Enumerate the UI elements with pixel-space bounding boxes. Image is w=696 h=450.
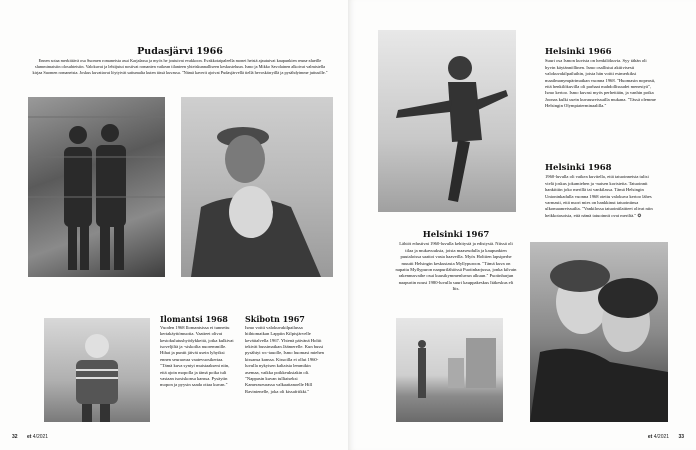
article-title: Skibotn 1967 [245, 314, 305, 324]
article-body: Suuri osa Ismon kuvista on henkilökuvia. Syy tähän oli hyvin käytännöllinen. Ismo osallistui aktiivisesti valokuvakilpailuihin, joista hän voitti esimerkiksi maailmanympärimatkan vuonna 1968. "Huomasin nopeasti, että henkilökuvilla oli parhaat mahdollisuudet menestyä", Ismo kertoo. Ismo kuvasi myös perhettään, ja vanhin poika Joonas kulki usein kuvausreissuilla mukana. "Tässä olemme Helsingin Olympiaterminaalilla." [545, 58, 656, 109]
article-helsinki-1967 [395, 231, 517, 293]
left-footer [12, 434, 48, 440]
issue-number: 4/2021 [32, 434, 49, 440]
photo-man-with-cat [181, 97, 333, 277]
photo-boy-sweater [44, 318, 150, 422]
article-body: Ennen sotaa merkittävä osa Suomen romaneista asui Karjalassa ja myös he joutuivat evakkoon. Evakkotaipaleella monet heistä ajautuivat kaupunkien reuna-alueille slummimaisiin olosuhteisiin. Valokuvat ja lehtijutut nostivat romanien vaikean tilanteen yhteiskunnalliseen keskusteluun. Ismo ja Mikko Savolainen alkoivat valmistella kirjaa Suomen romaneista. Joskus kuvattavat löytyivät sattumalta kuten tässä kuvassa. "Nämä kaverit ajoivat Pudasjärvellä tiellä hevoskärryillä ja pysähdyimme juttusille." [32, 58, 328, 76]
article-helsinki-1968 [545, 164, 657, 219]
photo-boy-kicking [378, 30, 516, 212]
article-title: Helsinki 1967 [422, 230, 490, 240]
article-body: Vuoden 1968 Ilomantsissa ei tunnettu kertakäyttömuotia. Vaatteet olivat kestokulutushyödykkeitä, jotka kulkivat isoveljiltä ja -siskoilta nuoremmille. Hihat ja puntit jäivät usein lyhyiksi ennen seuraavaa vaatevuosikertaa. "Tämä kuva syntyi muistaakseni niin, että ajoin mopolla ja tämä poika tuli vastaan isosiskonsa kanssa. Pysäytin mopon ja pyysin saada ottaa kuvan." [160, 324, 234, 388]
article-pudasjarvi [30, 47, 330, 76]
article-body: 1960-luvulla oli vaikea kuvitella, että tatuoinneista tulisi vielä joskus jokamiehen ja -naisen koristeita. Tatuoinnit hankittiin joko merillä tai vankilassa. Tämä Helsingin Unioninkadulla vuonna 1968 otettu valokuva kertoo lähes varmasti, että nuori mies on hankkinut tatuointinsa ulkomaanreissuilta. "Vankilossa tatuointilaitteet olivat niin heikkotasoisia, että nämä tatuoinnit ovat meriltä." ❂ [545, 174, 653, 218]
article-title: Helsinki 1966 [545, 47, 612, 57]
brand-logo: et [26, 434, 32, 440]
article-title: Helsinki 1968 [545, 163, 612, 173]
page-number: 32 [12, 434, 18, 440]
article-body: Ismo voitti valokuvakilpailussa hiihtomatkan Lappiin Kilpisjärvelle kevättalvella 1967. Yhtenä päivänä Holtit tekivät bussimatkan Jäämerelle. Kun bussi pysähtyi wc-tauolle, Ismo huomasi miehen kissansa kanssa. Kissoilla ei ollut 1960-luvulla nykyisen kaltaista lemmikin asemaa, vaikka poikkeuksiakin oli. "Nappasin kuvan tulliaiseksi Kameraseurassa valkaattanoelle Hill Ravinienelle, joka oli kissafriikki." [245, 324, 324, 394]
issue-number: 4/2021 [653, 434, 670, 440]
photo-woman-suburb [396, 318, 503, 422]
article-title: Ilomantsi 1968 [160, 314, 228, 324]
right-footer [648, 434, 684, 440]
article-helsinki-1966 [545, 48, 657, 110]
article-title: Pudasjärvi 1966 [137, 46, 223, 57]
page-number: 33 [678, 434, 684, 440]
article-ilomantsi [160, 315, 236, 389]
photo-two-men [28, 97, 165, 277]
photo-couple [530, 242, 668, 422]
article-body: Lähiöt edustivat 1960-luvulla kehitystä ja edistystä. Niissä oli tilaa ja mukavuuksia, joista maaseudulla ja kaupunkien puutaloissa saattoi vasta haaveilla. Myös Holttien lapsiperhe muutti Helsingin keskustasta Myllypuroon. "Tämä kuva on napattu Myllypuron naapurilähiössä Puotinharjussa, jonka kilvain rakennusvaihe osui kuusikymmenluvun alkuun." Puotinharjun naapuriin nousi 1980-luvulla suuri kauppakeskus Itäkeskus eli Itis. [395, 241, 517, 292]
article-skibotn [245, 315, 325, 395]
brand-logo: et [647, 434, 653, 440]
